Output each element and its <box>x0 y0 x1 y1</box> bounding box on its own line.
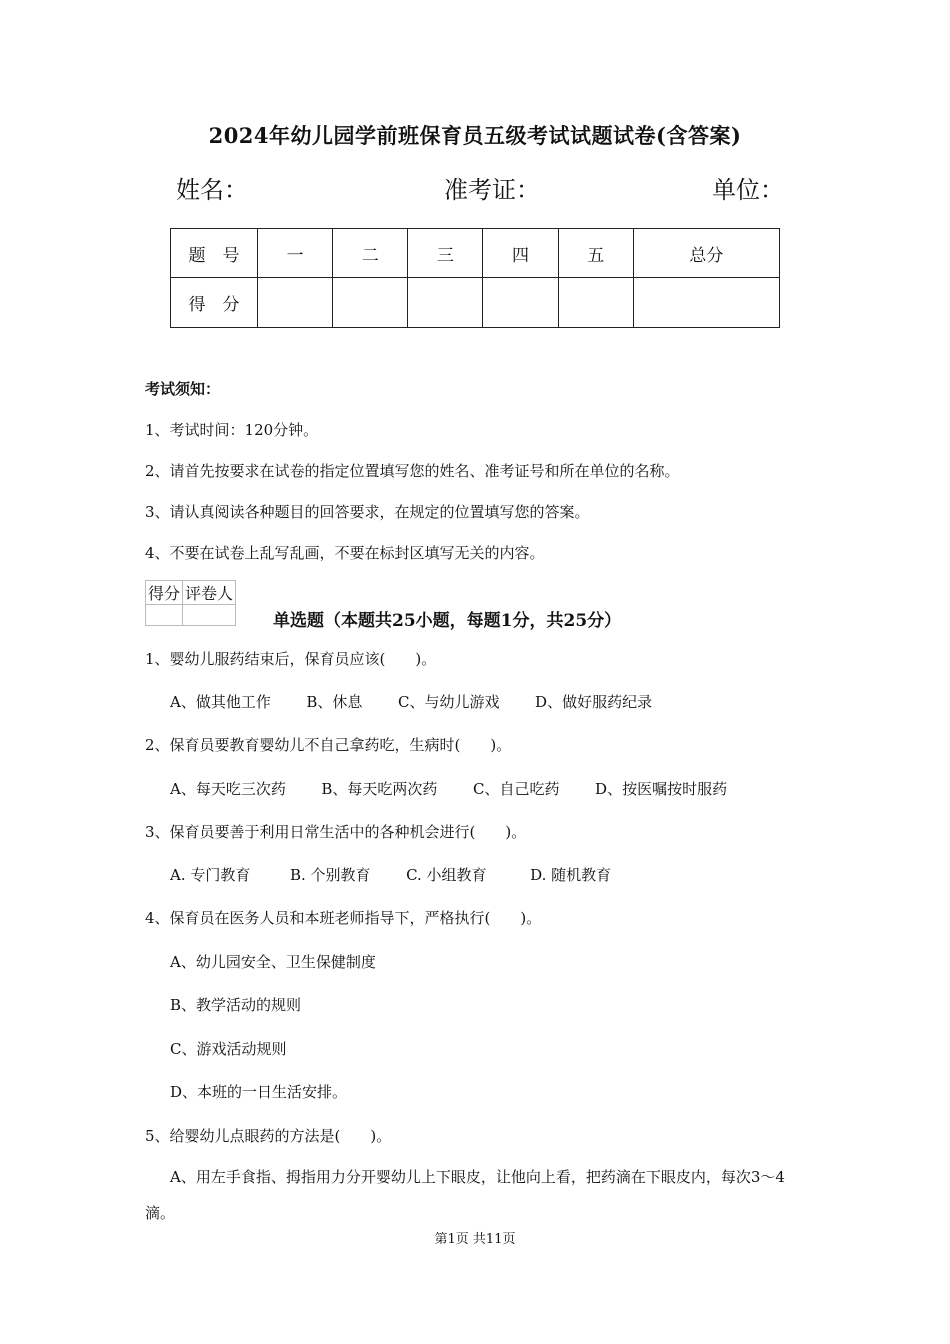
question-3-options <box>170 864 611 885</box>
score-table-header-cell: 题 号 <box>171 229 258 278</box>
score-cell[interactable] <box>633 278 779 328</box>
option: B、教学活动的规则 <box>170 996 302 1014</box>
option: A、幼儿园安全、卫生保健制度 <box>170 953 376 971</box>
score-table-header-row <box>171 229 780 278</box>
notice-item: 4、不要在试卷上乱写乱画，不要在标封区填写无关的内容。 <box>145 544 545 562</box>
grader-box <box>145 580 236 626</box>
option: B. 个别教育 <box>289 866 371 884</box>
ticket-field-label: 准考证： <box>444 176 540 204</box>
option: A、做其他工作 <box>170 693 271 711</box>
page-footer: 第1页 共11页 <box>434 1232 516 1247</box>
notice-item: 3、请认真阅读各种题目的回答要求，在规定的位置填写您的答案。 <box>145 503 590 521</box>
grader-score-label: 得分 <box>146 581 183 605</box>
score-cell[interactable] <box>258 278 333 328</box>
question-4: 4、保育员在医务人员和本班老师指导下，严格执行( )。 <box>145 909 542 927</box>
score-table <box>170 228 780 328</box>
grader-reviewer-cell[interactable] <box>183 605 236 626</box>
score-table-header-cell: 二 <box>333 229 408 278</box>
option: D、做好服药纪录 <box>535 693 653 711</box>
option: D、按医嘱按时服药 <box>595 780 728 798</box>
unit-field-label: 单位： <box>712 176 784 204</box>
question-3: 3、保育员要善于利用日常生活中的各种机会进行( )。 <box>145 823 527 841</box>
name-field-label: 姓名： <box>176 176 248 204</box>
score-table-header-cell: 三 <box>408 229 483 278</box>
score-cell[interactable] <box>408 278 483 328</box>
option: C、与幼儿游戏 <box>398 693 500 711</box>
notice-item: 2、请首先按要求在试卷的指定位置填写您的姓名、准考证号和所在单位的名称。 <box>145 462 680 480</box>
option: B、休息 <box>306 693 363 711</box>
exam-title: 2024年幼儿园学前班保育员五级考试试题试卷(含答案) <box>208 123 742 148</box>
option: D、本班的一日生活安排。 <box>170 1083 348 1101</box>
question-1: 1、婴幼儿服药结束后，保育员应该( )。 <box>145 650 437 668</box>
score-table-header-cell: 一 <box>258 229 333 278</box>
score-cell[interactable] <box>558 278 633 328</box>
grader-score-cell[interactable] <box>146 605 183 626</box>
section-title: 单选题（本题共25小题，每题1分，共25分） <box>273 611 622 631</box>
option: C、自己吃药 <box>473 780 560 798</box>
question-5: 5、给婴幼儿点眼药的方法是( )。 <box>145 1127 392 1145</box>
notice-heading: 考试须知： <box>145 380 221 398</box>
score-table-header-cell: 总分 <box>633 229 779 278</box>
score-cell[interactable] <box>333 278 408 328</box>
option: D. 随机教育 <box>530 866 612 884</box>
option: A、用左手食指、拇指用力分开婴幼儿上下眼皮，让他向上看，把药滴在下眼皮内，每次3～4滴。 <box>145 1168 785 1222</box>
score-table-header-cell: 五 <box>558 229 633 278</box>
grader-reviewer-label: 评卷人 <box>183 581 236 605</box>
option: A、每天吃三次药 <box>170 780 286 798</box>
question-1-options <box>170 691 652 712</box>
option: B、每天吃两次药 <box>321 780 438 798</box>
question-2: 2、保育员要教育婴幼儿不自己拿药吃，生病时( )。 <box>145 736 512 754</box>
question-2-options <box>170 778 727 799</box>
score-table-score-row <box>171 278 780 328</box>
score-cell[interactable] <box>483 278 558 328</box>
option: C. 小组教育 <box>406 866 487 884</box>
option: A. 专门教育 <box>170 866 251 884</box>
option: C、游戏活动规则 <box>170 1040 287 1058</box>
notice-item: 1、考试时间：120分钟。 <box>145 421 319 439</box>
score-table-header-cell: 四 <box>483 229 558 278</box>
score-row-label: 得 分 <box>171 278 258 328</box>
